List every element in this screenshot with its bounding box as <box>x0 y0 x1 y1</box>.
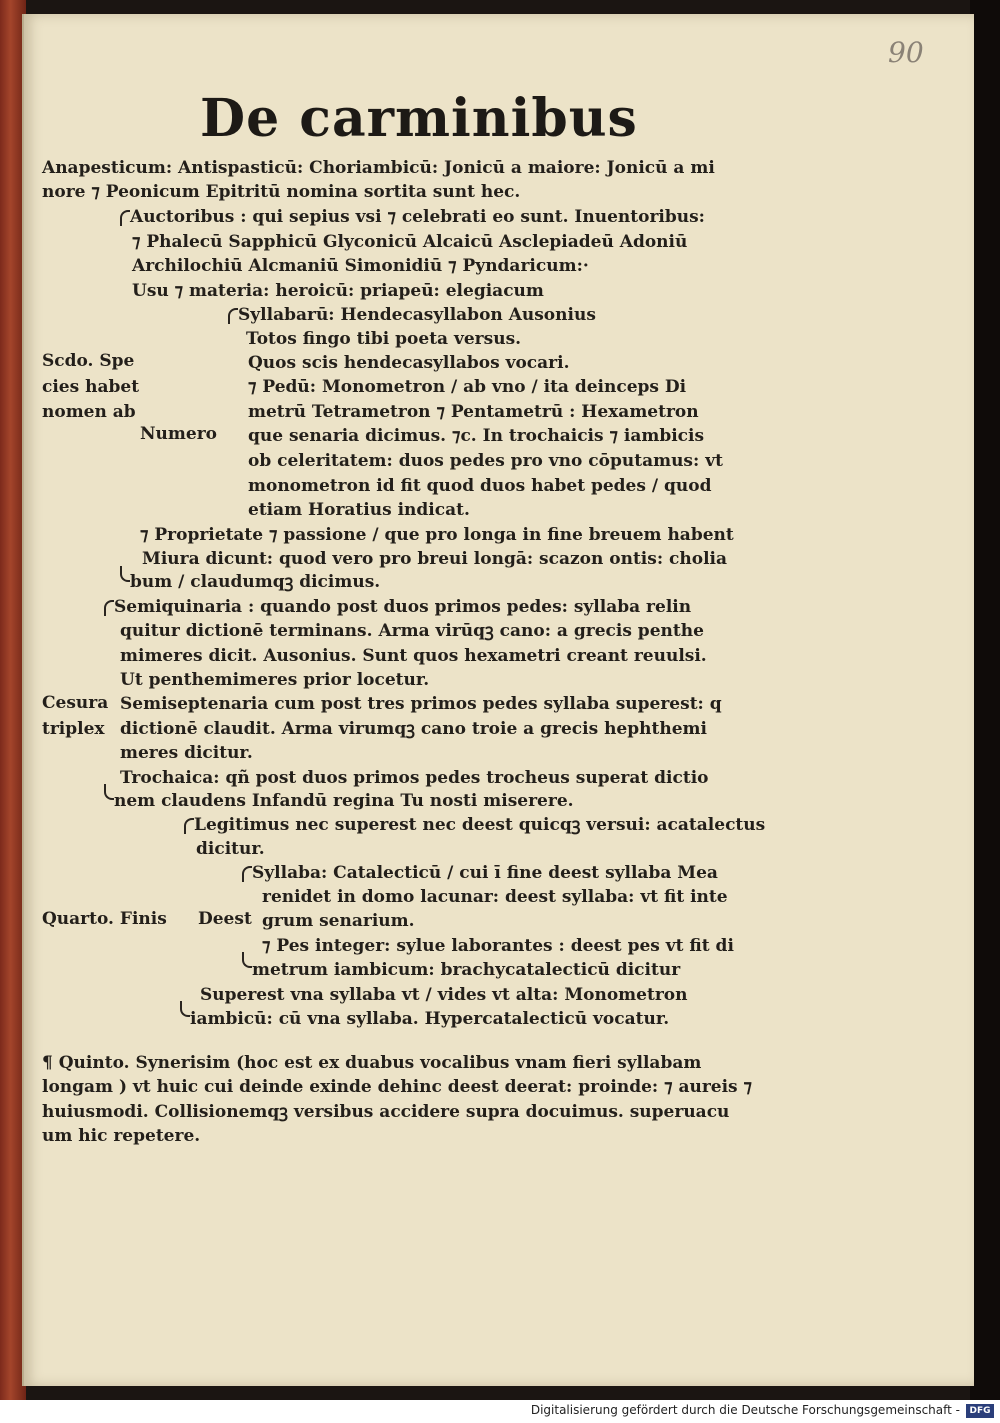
text-line: Superest vna syllaba vt / vides vt alta: Monometron <box>200 985 688 1005</box>
text-line: Syllabarū: Hendecasyllabon Ausonius <box>238 305 596 325</box>
text-line: longam ) vt huic cui deinde exinde dehinc deest deerat: proinde: ⁊ aureis ⁊ <box>42 1077 752 1097</box>
brace-mark <box>120 566 130 582</box>
text-line: nem claudens Infandū regina Tu nosti miserere. <box>114 791 574 811</box>
text-line: ob celeritatem: duos pedes pro vno cōputamus: vt <box>248 451 723 471</box>
text-line: dictionē claudit. Arma virumqꝫ cano troie a grecis hephthemi <box>120 719 707 739</box>
text-line: Miura dicunt: quod vero pro breui longā: scazon ontis: cholia <box>142 549 727 569</box>
folio-number: 90 <box>888 36 924 69</box>
page-title: De carminibus <box>200 88 638 149</box>
text-line: quitur dictionē terminans. Arma virūqꝫ cano: a grecis penthe <box>120 621 704 641</box>
text-line: renidet in domo lacunar: deest syllaba: vt fit inte <box>262 887 728 907</box>
side-label: cies habet <box>42 377 140 397</box>
text-line: meres dicitur. <box>120 743 253 763</box>
text-line: grum senarium. <box>262 911 415 931</box>
side-label: Cesura <box>42 693 109 713</box>
text-line: nore ⁊ Peonicum Epitritū nomina sortita sunt hec. <box>42 182 521 202</box>
text-line: Semiseptenaria cum post tres primos pedes syllaba superest: q <box>120 694 722 714</box>
brace-mark <box>242 952 252 968</box>
brace-mark <box>242 866 252 882</box>
page-edge-shadow <box>970 0 1000 1400</box>
text-line: iambicū: cū vna syllaba. Hypercatalecticū vocatur. <box>190 1009 670 1029</box>
brace-mark <box>228 308 238 324</box>
text-line: Legitimus nec superest nec deest quicqꝫ versui: acatalectus <box>194 815 766 835</box>
text-line: dicitur. <box>196 839 265 859</box>
digitization-footer <box>0 1400 1000 1423</box>
text-line: Totos fingo tibi poeta versus. <box>246 329 522 349</box>
text-line: ¶ Quinto. Synerisim (hoc est ex duabus vocalibus vnam fieri syllabam <box>42 1053 702 1073</box>
text-line: Auctoribus : qui sepius vsi ⁊ celebrati eo sunt. Inuentoribus: <box>130 207 705 227</box>
text-line: Quos scis hendecasyllabos vocari. <box>248 353 570 373</box>
text-line: etiam Horatius indicat. <box>248 500 470 520</box>
text-line: metrum iambicum: brachycatalecticū dicitur <box>252 960 681 980</box>
text-line: metrū Tetrametron ⁊ Pentametrū : Hexametron <box>248 402 699 422</box>
text-line: Archilochiū Alcmaniū Simonidiū ⁊ Pyndaricum:· <box>132 256 589 276</box>
text-line: um hic repetere. <box>42 1126 201 1146</box>
brace-mark <box>104 600 114 616</box>
text-line: bum / claudumqꝫ dicimus. <box>130 572 381 592</box>
text-line: Usu ⁊ materia: heroicū: priapeū: elegiacum <box>132 281 544 301</box>
side-label: Scdo. Spe <box>42 351 135 371</box>
side-label: Deest <box>198 909 252 929</box>
text-line: ⁊ Pedū: Monometron / ab vno / ita deinceps Di <box>248 377 687 397</box>
text-line: Anapesticum: Antispasticū: Choriambicū: Jonicū a maiore: Jonicū a mi <box>42 158 715 178</box>
brace-mark <box>180 1001 190 1017</box>
text-line: ⁊ Proprietate ⁊ passione / que pro longa in fine breuem habent <box>140 525 734 545</box>
text-line: Ut penthemimeres prior locetur. <box>120 670 430 690</box>
brace-mark <box>104 784 114 800</box>
text-line: Trochaica: qñ post duos primos pedes trocheus superat dictio <box>120 768 709 788</box>
text-line: huiusmodi. Collisionemqꝫ versibus accidere supra docuimus. superuacu <box>42 1102 730 1122</box>
brace-mark <box>184 818 194 834</box>
side-label: Numero <box>140 424 217 444</box>
text-line: Semiquinaria : quando post duos primos pedes: syllaba relin <box>114 597 692 617</box>
text-line: ⁊ Pes integer: sylue laborantes : deest pes vt fit di <box>262 936 734 956</box>
brace-mark <box>120 210 130 226</box>
side-label: nomen ab <box>42 402 136 422</box>
text-line: ⁊ Phalecū Sapphicū Glyconicū Alcaicū Asclepiadeū Adoniū <box>132 232 688 252</box>
side-label: Quarto. Finis <box>42 909 167 929</box>
text-line: monometron id fit quod duos habet pedes / quod <box>248 476 712 496</box>
side-label: triplex <box>42 719 105 739</box>
dfg-logo: DFG <box>966 1404 994 1418</box>
funding-credit: Digitalisierung gefördert durch die Deutsche Forschungsgemeinschaft - <box>530 1403 960 1417</box>
text-line: mimeres dicit. Ausonius. Sunt quos hexametri creant reuulsi. <box>120 646 707 666</box>
text-line: que senaria dicimus. ⁊c. In trochaicis ⁊ iambicis <box>248 426 705 446</box>
text-line: Syllaba: Catalecticū / cui ī fine deest syllaba Mea <box>252 863 718 883</box>
